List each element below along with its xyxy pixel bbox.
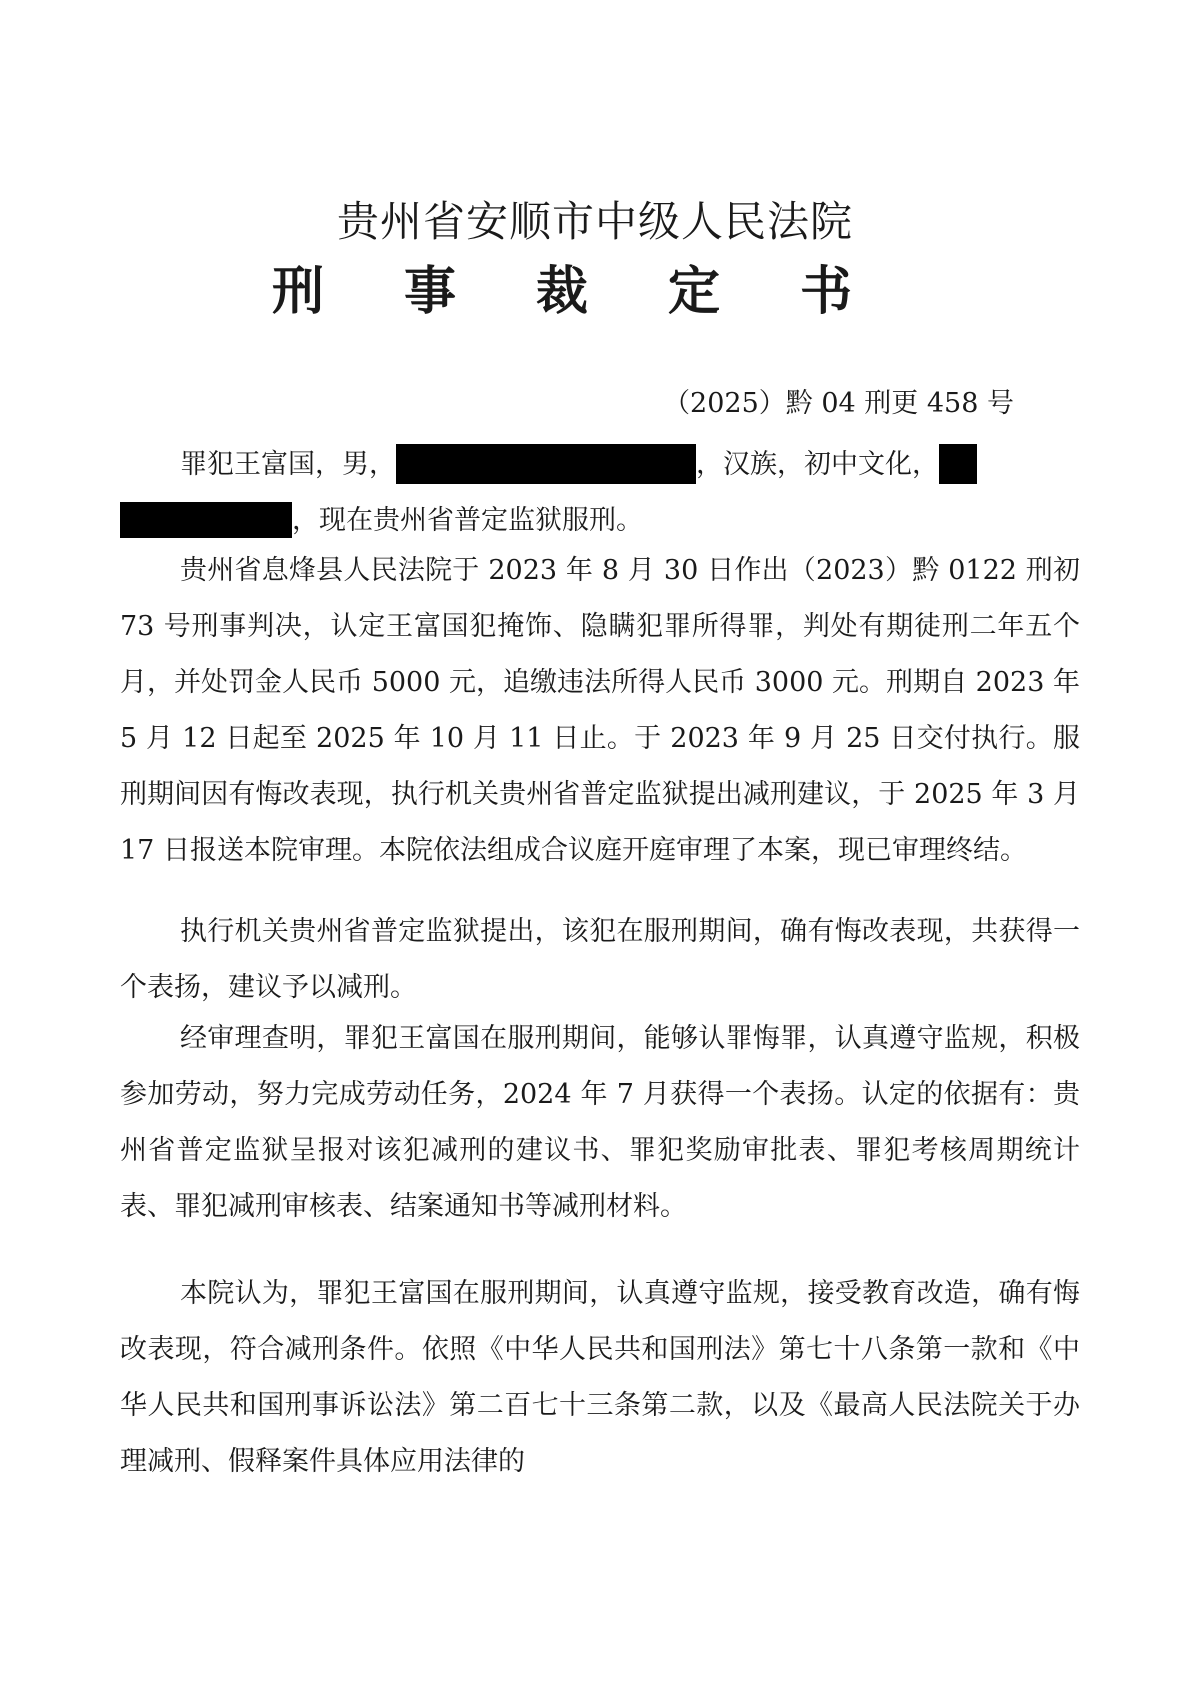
defendant-location: ，现在贵州省普定监狱服刑。	[292, 505, 643, 536]
paragraph-court-opinion: 本院认为，罪犯王富国在服刑期间，认真遵守监规，接受教育改造，确有悔改表现，符合减刑条件。依照《中华人民共和国刑法》第七十八条第一款和《中华人民共和国刑事诉讼法》第二百七十三条第二款，以及《最高人民法院关于办理减刑、假释案件具体应用法律的	[120, 1278, 1080, 1477]
paragraph-judgment-history: 贵州省息烽县人民法院于 2023 年 8 月 30 日作出（2023）黔 0122 刑初 73 号刑事判决，认定王富国犯掩饰、隐瞒犯罪所得罪，判处有期徒刑二年五个月，并处罚金人民币 5000 元，追缴违法所得人民币 3000 元。刑期自 2023 年 5 月 12 日起至 2025 年 10 月 11 日止。于 2023 年 9 月 25 日交付执行。服刑期间因有悔改表现，执行机关贵州省普定监狱提出减刑建议，于 2025 年 3 月 17 日报送本院审理。本院依法组成合议庭开庭审理了本案，现已审理终结。	[120, 555, 1080, 866]
defendant-line-2	[120, 493, 1080, 549]
defendant-line-1	[120, 437, 1080, 493]
title-char-5: 书	[800, 262, 853, 322]
title-char-3: 裁	[536, 262, 589, 322]
title-char-1: 刑	[272, 262, 325, 322]
defendant-ethnicity-education: ，汉族，初中文化，	[696, 449, 939, 480]
redaction-block	[939, 444, 977, 484]
redaction-block	[120, 502, 292, 538]
defendant-intro: 罪犯王富国，男，	[180, 449, 396, 480]
paragraph-prison-proposal: 执行机关贵州省普定监狱提出，该犯在服刑期间，确有悔改表现，共获得一个表扬，建议予以减刑。	[120, 916, 1080, 1003]
paragraph-findings: 经审理查明，罪犯王富国在服刑期间，能够认罪悔罪，认真遵守监规，积极参加劳动，努力完成劳动任务，2024 年 7 月获得一个表扬。认定的依据有：贵州省普定监狱呈报对该犯减刑的建议书、罪犯奖励审批表、罪犯考核周期统计表、罪犯减刑审核表、结案通知书等减刑材料。	[120, 1023, 1080, 1222]
title-char-4: 定	[668, 262, 721, 322]
case-number: （2025）黔 04 刑更 458 号	[663, 388, 1014, 419]
redaction-block	[396, 444, 696, 484]
court-name: 贵州省安顺市中级人民法院	[336, 197, 853, 246]
document-title	[0, 262, 1190, 322]
title-char-2: 事	[404, 262, 457, 322]
